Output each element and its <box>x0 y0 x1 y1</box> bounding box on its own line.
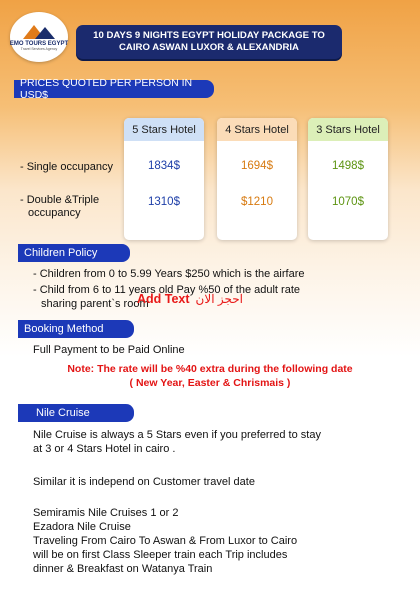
page-title <box>76 25 342 59</box>
price-double-4-stars: $1210 <box>241 196 273 208</box>
overlay-text <box>137 292 243 306</box>
children-policy-item-2-cont: sharing parent`s room <box>41 298 149 310</box>
booking-method-text: Full Payment to be Paid Online <box>33 344 185 356</box>
price-double-5-stars: 1310$ <box>148 196 180 208</box>
logo-name: EMO TOURS EGYPT <box>9 41 69 47</box>
price-single-3-stars: 1498$ <box>332 160 364 172</box>
cruise-paragraph-2: Similar it is independ on Customer travel date <box>33 476 255 488</box>
add-text-label: Add Text <box>137 292 190 306</box>
hotel-column-3-stars <box>308 118 388 240</box>
cruise-paragraph-3 <box>33 506 297 576</box>
booking-method-title: Booking Method <box>24 323 104 335</box>
price-single-4-stars: 1694$ <box>241 160 273 172</box>
nile-cruise-header <box>18 404 134 422</box>
children-policy-header <box>18 244 130 262</box>
cruise-p1-line-2: at 3 or 4 Stars Hotel in cairo . <box>33 443 176 455</box>
booking-note <box>40 362 380 390</box>
cruise-p3-line-3: Traveling From Cairo To Aswan & From Luxor to Cairo <box>33 535 298 547</box>
cruise-p3-line-5: dinner & Breakfast on Watanya Train <box>33 563 213 575</box>
row-label-single: - Single occupancy <box>20 161 113 173</box>
row-label-double <box>20 194 99 220</box>
cruise-p3-line-2: Ezadora Nile Cruise <box>33 521 131 533</box>
cruise-paragraph-1 <box>33 428 321 456</box>
logo-tagline: Travel Services Agency <box>20 47 58 51</box>
hotel-name-4-stars: 4 Stars Hotel <box>217 118 297 141</box>
prices-section-title: PRICES QUOTED PER PERSON IN USD$ <box>20 77 193 101</box>
price-single-5-stars: 1834$ <box>148 160 180 172</box>
cruise-p3-line-4: will be on first Class Sleeper train each Trip includes <box>33 549 288 561</box>
hotel-name-3-stars: 3 Stars Hotel <box>308 118 388 141</box>
hotel-column-4-stars <box>217 118 297 240</box>
hotel-column-5-stars <box>124 118 204 240</box>
booking-method-header <box>18 320 134 338</box>
nile-cruise-title: Nile Cruise <box>36 407 90 419</box>
booking-note-line-1: Note: The rate will be %40 extra during the following date <box>67 363 353 375</box>
book-now-arabic: احجز الان <box>195 292 243 306</box>
children-policy-item-1: - Children from 0 to 5.99 Years $250 which is the airfare <box>33 268 305 280</box>
mountain-logo-icon <box>21 23 57 39</box>
row-label-double-line-2: occupancy <box>28 207 81 219</box>
children-policy-item-2: - Child from 6 to 11 years old Pay %50 of the adult rate <box>33 284 300 296</box>
title-line-1: 10 DAYS 9 NIGHTS EGYPT HOLIDAY PACKAGE TO <box>93 30 325 41</box>
prices-section-header <box>14 77 214 101</box>
company-logo <box>10 12 68 62</box>
title-line-2: CAIRO ASWAN LUXOR & ALEXANDRIA <box>119 42 299 53</box>
children-policy-title: Children Policy <box>24 247 98 259</box>
cruise-p3-line-1: Semiramis Nile Cruises 1 or 2 <box>33 507 179 519</box>
cruise-p1-line-1: Nile Cruise is always a 5 Stars even if you preferred to stay <box>33 429 321 441</box>
price-double-3-stars: 1070$ <box>332 196 364 208</box>
hotel-name-5-stars: 5 Stars Hotel <box>124 118 204 141</box>
booking-note-line-2: ( New Year, Easter & Chrismais ) <box>129 377 291 389</box>
row-label-double-line-1: - Double &Triple <box>20 194 100 206</box>
